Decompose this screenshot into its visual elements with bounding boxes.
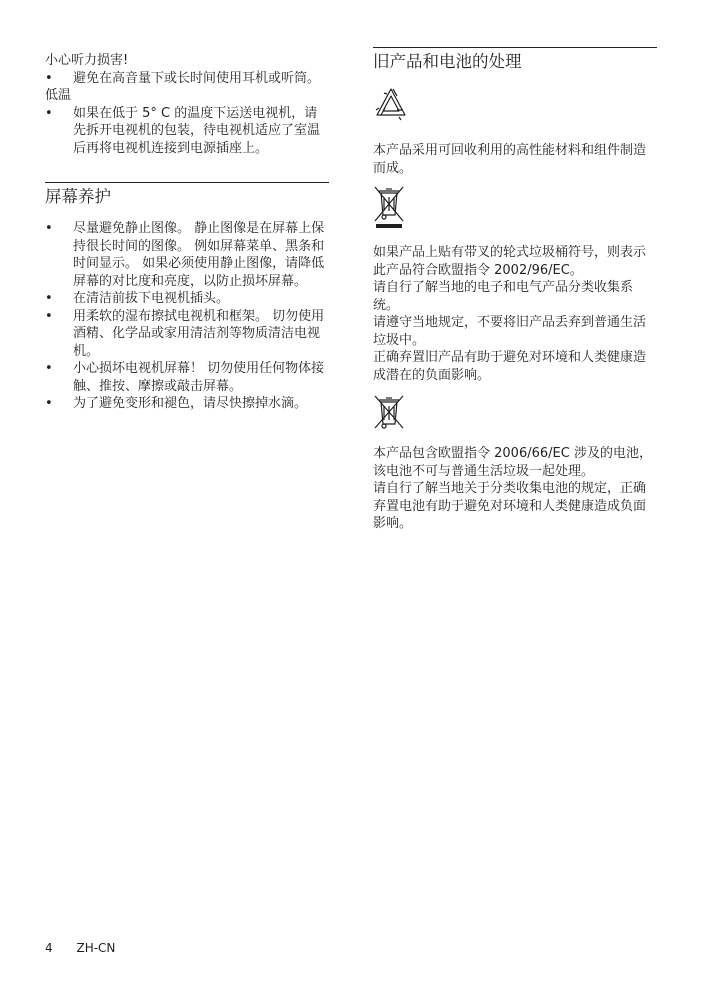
- list-item: • 避免在高音量下或长时间使用耳机或听筒。: [45, 70, 329, 88]
- crossed-bin-battery-icon: [373, 394, 405, 430]
- paragraph: 正确弃置旧产品有助于避免对环境和人类健康造成潜在的负面影响。: [373, 350, 647, 383]
- hearing-list: [45, 70, 329, 88]
- list-item: • 如果在低于 5° C 的温度下运送电视机，请先拆开电视机的包装，待电视机适应了室温后再将电视机连接到电源插座上。: [45, 105, 329, 158]
- disposal-heading: 旧产品和电池的处理: [373, 52, 522, 71]
- paragraph: 本产品包含欧盟指令 2006/66/EC 涉及的电池，该电池不可与普通生活垃圾一起处理。: [373, 446, 652, 479]
- hearing-warning: 小心听力损害!: [45, 53, 129, 68]
- left-column: [45, 0, 329, 413]
- section-divider: [373, 47, 657, 48]
- paragraph: 请自行了解当地的电子和电气产品分类收集系统。: [373, 280, 634, 313]
- paragraph: 请自行了解当地关于分类收集电池的规定，正确弃置电池有助于避免对环境和人类健康造成负面影响。: [373, 481, 647, 531]
- paragraph: 如果产品上贴有带叉的轮式垃圾桶符号，则表示此产品符合欧盟指令 2002/96/EC。: [373, 245, 647, 278]
- section-divider: [45, 182, 329, 183]
- recycle-icon: [373, 86, 409, 122]
- list-item: • 在清洁前拔下电视机插头。: [45, 290, 329, 308]
- locale-code: ZH-CN: [76, 941, 116, 955]
- right-column: [373, 0, 657, 533]
- page-footer: [45, 940, 115, 958]
- low-temp-list: [45, 105, 329, 158]
- paragraph: 请遵守当地规定，不要将旧产品丢弃到普通生活垃圾中。: [373, 315, 647, 348]
- page-number: 4: [45, 941, 53, 955]
- screen-care-heading: 屏幕养护: [45, 187, 111, 206]
- list-item: • 尽量避免静止图像。 静止图像是在屏幕上保持很长时间的图像。 例如屏幕菜单、黑条和时间显示。 如果必须使用静止图像，请降低屏幕的对比度和亮度，以防止损坏屏幕。: [45, 220, 329, 290]
- screen-care-list: [45, 220, 329, 413]
- crossed-wheelie-bin-icon: [373, 185, 405, 229]
- battery-text: [373, 445, 657, 533]
- list-item: • 小心损坏电视机屏幕！ 切勿使用任何物体接触、推按、摩擦或敲击屏幕。: [45, 360, 329, 395]
- list-item: • 为了避免变形和褪色，请尽快擦掉水滴。: [45, 395, 329, 413]
- weee-text: [373, 244, 657, 384]
- list-item: • 用柔软的湿布擦拭电视机和框架。 切勿使用酒精、化学品或家用清洁剂等物质清洁电视机。: [45, 308, 329, 361]
- recycle-text: 本产品采用可回收利用的高性能材料和组件制造而成。: [373, 143, 647, 176]
- low-temp-title: 低温: [45, 88, 72, 103]
